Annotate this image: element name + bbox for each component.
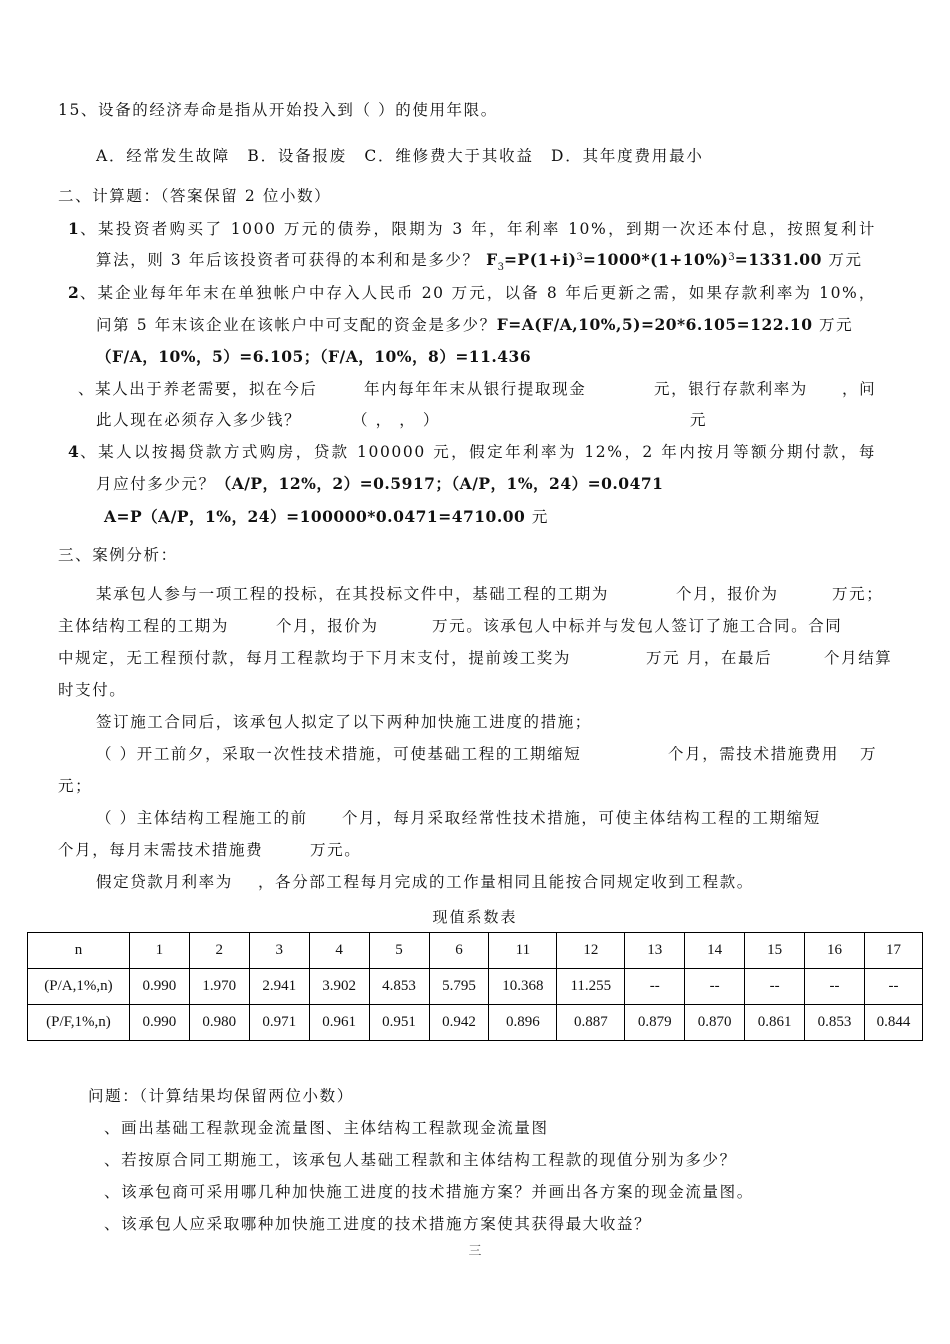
table-caption: 现值系数表 (432, 908, 518, 926)
case-para1-l1-c: 万元； (832, 585, 884, 603)
table-cell: -- (864, 969, 922, 1005)
case-para1-l3-b: 万元 月，在最后 (646, 649, 773, 667)
table-cell: 0.961 (309, 1005, 369, 1041)
measure-1-l1-b: 个月，需技术措施费用 (668, 745, 840, 763)
measure-2-l2-a: 个月，每月末需技术措施费 (58, 841, 264, 859)
problem-3-line1-a: 、某人出于养老需要，拟在今后 (78, 380, 318, 398)
table-cell: -- (625, 969, 685, 1005)
table-cell: 12 (557, 933, 625, 969)
table-cell: 0.887 (557, 1005, 625, 1041)
table-cell: 0.896 (489, 1005, 557, 1041)
table-cell: 0.870 (685, 1005, 745, 1041)
present-value-factor-table (27, 932, 923, 1041)
question-item: 、该承包人应采取哪种加快施工进度的技术措施方案使其获得最大收益？ (104, 1215, 652, 1233)
table-cell: 5 (369, 933, 429, 969)
table-cell: 0.879 (625, 1005, 685, 1041)
case-para3-a: 假定贷款月利率为 (96, 873, 233, 891)
table-row-label: (P/A,1%,n) (28, 969, 130, 1005)
problem-1-line1: 1、某投资者购买了 1000 万元的债券，限期为 3 年，年利率 10%，到期一次还本付息，按照复利计 (68, 219, 876, 238)
question-item: 、画出基础工程款现金流量图、主体结构工程款现金流量图 (104, 1119, 549, 1137)
case-para1-l4: 时支付。 (58, 681, 127, 699)
table-cell: 3.902 (309, 969, 369, 1005)
section-2-heading: 二、计算题：（答案保留 2 位小数） (58, 187, 332, 205)
measure-2-l2-b: 万元。 (310, 841, 362, 859)
table-cell: 2.941 (249, 969, 309, 1005)
table-header-row (28, 933, 923, 969)
table-cell: 0.990 (129, 1005, 189, 1041)
table-cell: 5.795 (429, 969, 489, 1005)
table-row-label: n (28, 933, 130, 969)
table-row-pa (28, 969, 923, 1005)
measure-2-l1-a: （ ）主体结构工程施工的前 (96, 809, 308, 827)
table-cell: 15 (745, 933, 805, 969)
question-item: 、该承包商可采用哪几种加快施工进度的技术措施方案？并画出各方案的现金流量图。 (104, 1183, 754, 1201)
measure-2-l1-b: 个月，每月采取经常性技术措施，可使主体结构工程的工期缩短 (342, 809, 821, 827)
table-cell: 0.861 (745, 1005, 805, 1041)
measure-1-l1-c: 万 (860, 745, 878, 763)
case-para2: 签订施工合同后，该承包人拟定了以下两种加快施工进度的措施； (96, 713, 592, 731)
case-para1-l3-c: 个月结算 (824, 649, 893, 667)
problem-2-line2: 问第 5 年末该企业在该帐户中可支配的资金是多少？F=A(F/A,10%,5)=20*6.105=122.10 万元 (96, 315, 854, 334)
measure-1-l2: 元； (58, 777, 93, 795)
table-cell: 2 (189, 933, 249, 969)
problem-3-line1-b: 年内每年年末从银行提取现金 (364, 380, 587, 398)
table-cell: 0.942 (429, 1005, 489, 1041)
case-para1-l2-c: 万元。该承包人中标并与发包人签订了施工合同。合同 (432, 617, 843, 635)
problem-2-line1: 2、某企业每年年末在单独帐户中存入人民币 20 万元，以备 8 年后更新之需，如果存款利率为 10%， (68, 283, 876, 302)
table-cell: 14 (685, 933, 745, 969)
table-cell: 4.853 (369, 969, 429, 1005)
problem-3-line1-d: ，问 (842, 380, 877, 398)
table-cell: 0.971 (249, 1005, 309, 1041)
table-cell: 4 (309, 933, 369, 969)
table-cell: 1.970 (189, 969, 249, 1005)
problem-3-line1-c: 元，银行存款利率为 (654, 380, 808, 398)
table-cell: -- (745, 969, 805, 1005)
table-row-label: (P/F,1%,n) (28, 1005, 130, 1041)
q15-options: A．经常发生故障 B．设备报废 C．维修费大于其收益 D．其年度费用最小 (96, 147, 704, 165)
problem-1-line2: 算法，则 3 年后该投资者可获得的本利和是多少？ $F_3=P(1+i)^3=1000*(1+10\%)^3=1331.00$ 万元 (96, 250, 863, 273)
problem-2-factors: （F/A，10%，5）=6.105；（F/A，10%，8）=11.436 (96, 347, 532, 366)
q15-stem: 15、设备的经济寿命是指从开始投入到（ ）的使用年限。 (58, 101, 498, 119)
problem-4-line1: 4、某人以按揭贷款方式购房，贷款 100000 元，假定年利率为 12%，2 年内按月等额分期付款，每 (68, 442, 876, 461)
table-cell: 0.951 (369, 1005, 429, 1041)
case-para1-l1-b: 个月，报价为 (676, 585, 779, 603)
problem-3-line2-b: （ ， ， ） (352, 411, 440, 429)
table-cell: 13 (625, 933, 685, 969)
measure-1-l1-a: （ ）开工前夕，采取一次性技术措施，可使基础工程的工期缩短 (96, 745, 582, 763)
case-para1-l3-a: 中规定，无工程预付款，每月工程款均于下月末支付，提前竣工奖为 (58, 649, 572, 667)
table-cell: 0.844 (864, 1005, 922, 1041)
question-item: 、若按原合同工期施工，该承包人基础工程款和主体结构工程款的现值分别为多少？ (104, 1151, 737, 1169)
case-para1-l2-b: 个月，报价为 (276, 617, 379, 635)
case-para1-l1-a: 某承包人参与一项工程的投标，在其投标文件中，基础工程的工期为 (96, 585, 610, 603)
problem-3-line2-c: 元 (690, 411, 708, 429)
table-cell: 6 (429, 933, 489, 969)
case-para1-l2-a: 主体结构工程的工期为 (58, 617, 230, 635)
table-cell: 0.990 (129, 969, 189, 1005)
table-cell: -- (805, 969, 865, 1005)
table-row-pf (28, 1005, 923, 1041)
questions-heading: 问题：（计算结果均保留两位小数） (88, 1087, 354, 1105)
table-cell: 10.368 (489, 969, 557, 1005)
table-cell: 1 (129, 933, 189, 969)
case-para3-b: ，各分部工程每月完成的工作量相同且能按合同规定收到工程款。 (258, 873, 754, 891)
problem-3-line2-a: 此人现在必须存入多少钱？ (96, 411, 302, 429)
table-cell: 11.255 (557, 969, 625, 1005)
table-cell: 16 (805, 933, 865, 969)
problem-4-line3: A=P（A/P，1%，24）=100000*0.0471=4710.00 元 (104, 507, 549, 526)
problem-4-line2: 月应付多少元？（A/P，12%，2）=0.5917；（A/P，1%，24）=0.0471 (96, 474, 664, 493)
table-cell: 17 (864, 933, 922, 969)
page-number: 三 (468, 1244, 482, 1259)
table-cell: 0.853 (805, 1005, 865, 1041)
table-cell: 0.980 (189, 1005, 249, 1041)
table-cell: 3 (249, 933, 309, 969)
section-3-heading: 三、案例分析： (58, 546, 178, 564)
table-cell: 11 (489, 933, 557, 969)
table-cell: -- (685, 969, 745, 1005)
